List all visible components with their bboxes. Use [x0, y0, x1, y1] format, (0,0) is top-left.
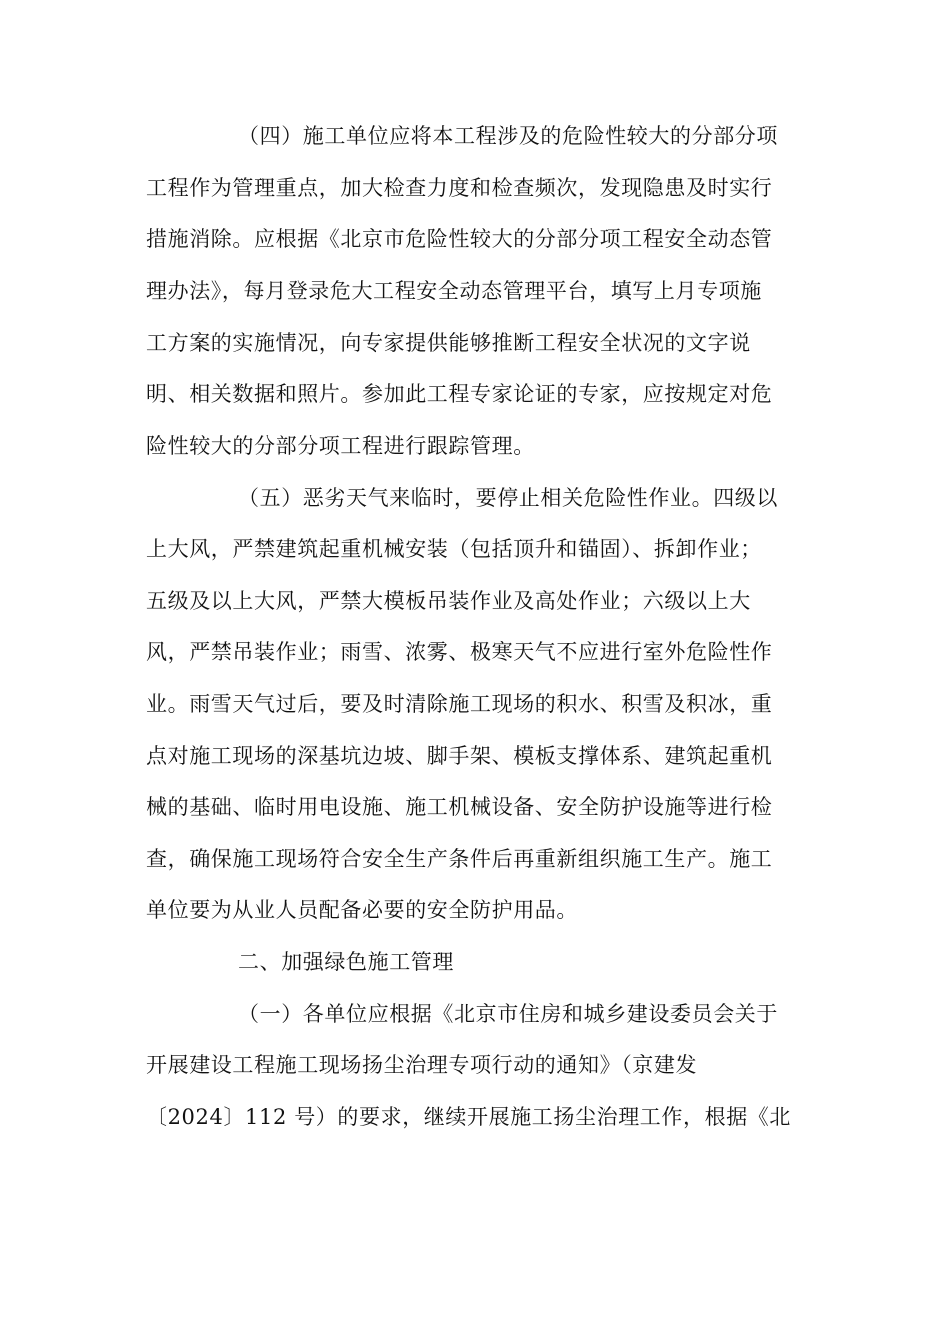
paragraph-5-line-6: 点对施工现场的深基坑边坡、脚手架、模板支撑体系、建筑起重机 [146, 744, 773, 768]
paragraph-4-line-2: 工程作为管理重点，加大检查力度和检查频次，发现隐患及时实行 [146, 176, 773, 200]
paragraph-5-line-3: 五级及以上大风，严禁大模板吊装作业及高处作业；六级以上大 [146, 589, 751, 613]
paragraph-4-line-1: （四）施工单位应将本工程涉及的危险性较大的分部分项 [238, 124, 778, 148]
paragraph-4-line-5: 工方案的实施情况，向专家提供能够推断工程安全状况的文字说 [146, 331, 751, 355]
section-heading: 二、加强绿色施工管理 [238, 950, 454, 974]
paragraph-1-line-3: 〔2024〕112 号）的要求，继续开展施工扬尘治理工作，根据《北 [146, 1105, 791, 1129]
paragraph-5-line-5: 业。雨雪天气过后，要及时清除施工现场的积水、积雪及积冰，重 [146, 692, 773, 716]
paragraph-5-line-8: 查，确保施工现场符合安全生产条件后再重新组织施工生产。施工 [146, 847, 773, 871]
paragraph-4-line-4: 理办法》，每月登录危大工程安全动态管理平台，填写上月专项施 [146, 279, 762, 303]
paragraph-4-line-3: 措施消除。应根据《北京市危险性较大的分部分项工程安全动态管 [146, 227, 773, 251]
paragraph-5-line-9: 单位要为从业人员配备必要的安全防护用品。 [146, 898, 578, 922]
paragraph-5-line-1: （五）恶劣天气来临时，要停止相关危险性作业。四级以 [238, 486, 778, 510]
paragraph-5-line-2: 上大风，严禁建筑起重机械安装（包括顶升和锚固）、拆卸作业； [146, 537, 762, 561]
paragraph-1-line-2: 开展建设工程施工现场扬尘治理专项行动的通知》（京建发 [146, 1053, 698, 1077]
paragraph-5-line-7: 械的基础、临时用电设施、施工机械设备、安全防护设施等进行检 [146, 795, 773, 819]
paragraph-5-line-4: 风，严禁吊装作业；雨雪、浓雾、极寒天气不应进行室外危险性作 [146, 640, 773, 664]
paragraph-4-line-6: 明、相关数据和照片。参加此工程专家论证的专家，应按规定对危 [146, 382, 773, 406]
paragraph-1-line-1: （一）各单位应根据《北京市住房和城乡建设委员会关于 [238, 1002, 778, 1026]
paragraph-4-line-7: 险性较大的分部分项工程进行跟踪管理。 [146, 434, 535, 458]
